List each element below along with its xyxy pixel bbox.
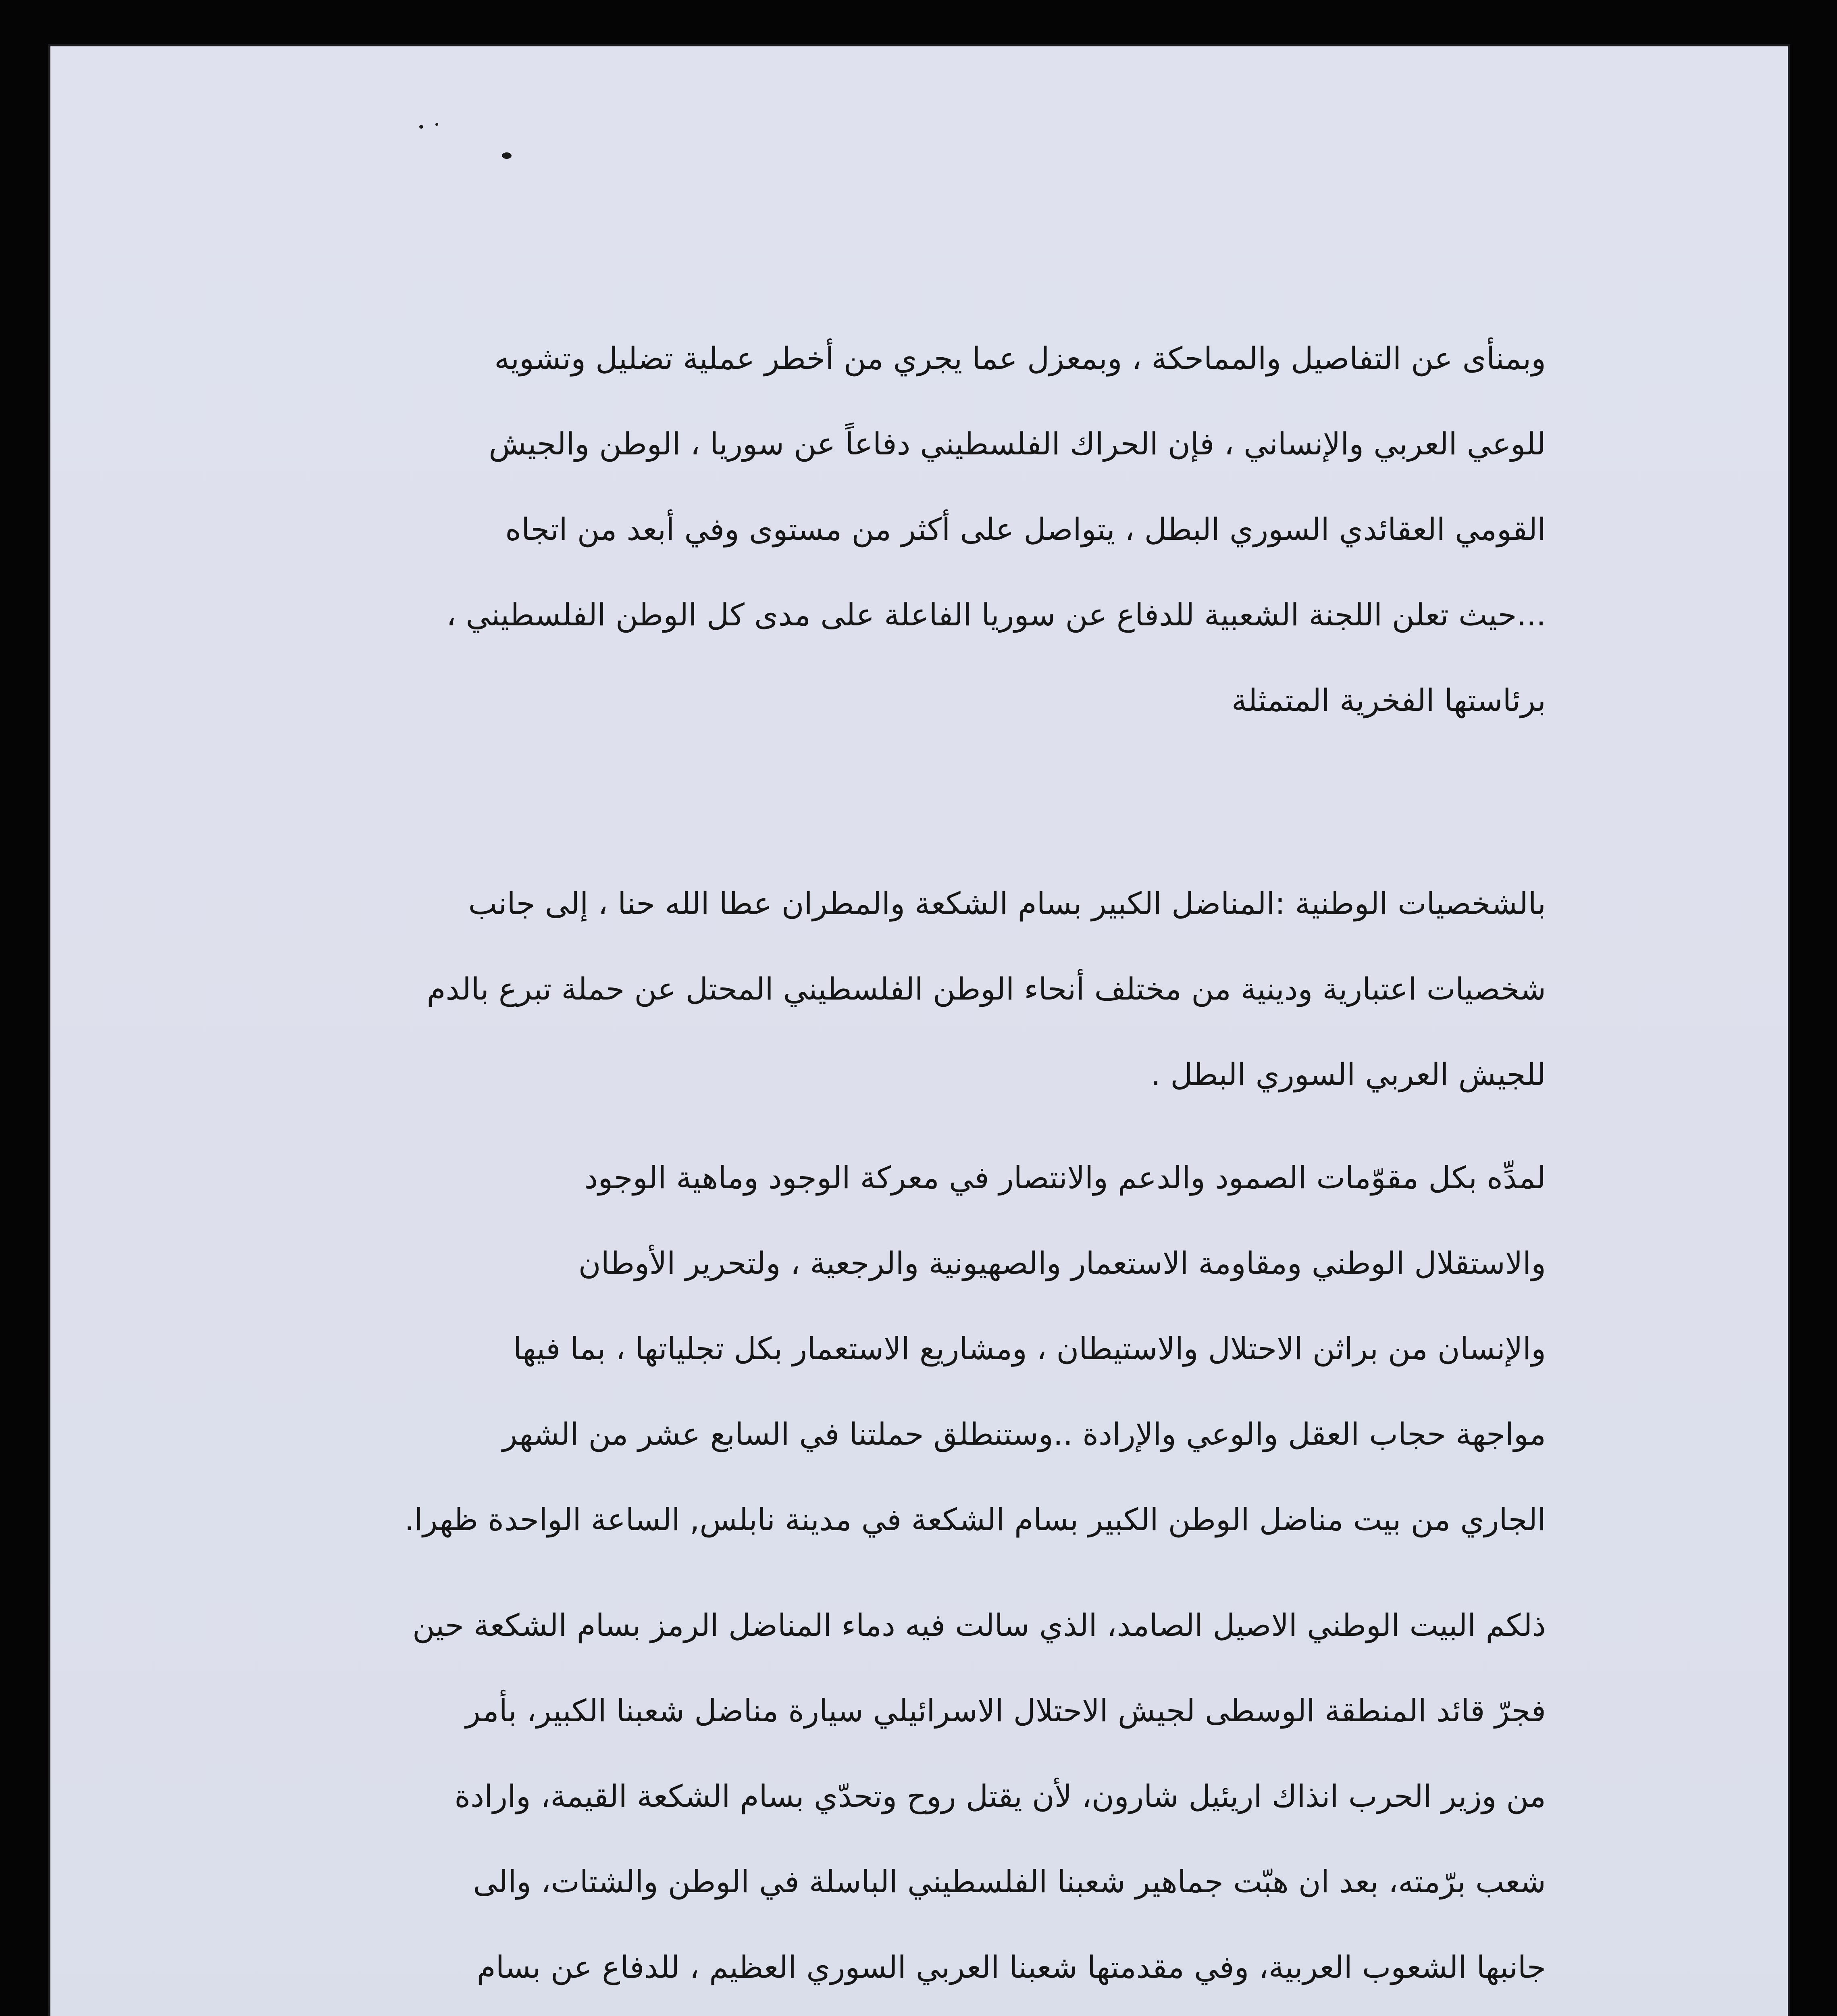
text-line: لمدِّه بكل مقوّمات الصمود والدعم والانتصار في معركة الوجود وماهية الوجود	[584, 1160, 1546, 1195]
text-line: للجيش العربي السوري البطل .	[1151, 1056, 1546, 1092]
text-line: مواجهة حجاب العقل والوعي والإرادة ..وستنطلق حملتنا في السابع عشر من الشهر	[502, 1416, 1546, 1452]
document-page	[50, 46, 1788, 2016]
text-line: والاستقلال الوطني ومقاومة الاستعمار والصهيونية والرجعية ، ولتحرير الأوطان	[578, 1245, 1546, 1281]
paragraph-3	[252, 1135, 1546, 1562]
text-line: برئاستها الفخرية المتمثلة	[1231, 682, 1546, 718]
text-line: شخصيات اعتبارية ودينية من مختلف أنحاء الوطن الفلسطيني المحتل عن حملة تبرع بالدم	[426, 971, 1546, 1007]
text-line: للوعي العربي والإنساني ، فإن الحراك الفلسطيني دفاعاً عن سوريا ، الوطن والجيش	[489, 426, 1546, 462]
text-line: بالشخصيات الوطنية :المناضل الكبير بسام الشكعة والمطران عطا الله حنا ، إلى جانب	[468, 885, 1546, 921]
paragraph-2	[252, 861, 1546, 1117]
paragraph-1	[252, 316, 1546, 743]
text-line: الجاري من بيت مناضل الوطن الكبير بسام الشكعة في مدينة نابلس, الساعة الواحدة ظهرا.	[404, 1502, 1546, 1537]
text-line: من وزير الحرب انذاك اريئيل شارون، لأن يقتل روح وتحدّي بسام الشكعة القيمة، وارادة	[454, 1778, 1546, 1814]
text-line: فجرّ قائد المنطقة الوسطى لجيش الاحتلال الاسرائيلي سيارة مناضل شعبنا الكبير، بأمر	[465, 1693, 1546, 1729]
paragraph-4	[252, 1583, 1546, 2016]
text-line: ...حيث تعلن اللجنة الشعبية للدفاع عن سوريا الفاعلة على مدى كل الوطن الفلسطيني ،	[446, 597, 1546, 633]
text-line: القومي العقائدي السوري البطل ، يتواصل على أكثر من مستوى وفي أبعد من اتجاه	[505, 511, 1546, 547]
text-line	[252, 2010, 1546, 2016]
paper-speck	[435, 123, 438, 126]
text-line: وبمنأى عن التفاصيل والمماحكة ، وبمعزل عما يجري من أخطر عملية تضليل وتشويه	[494, 340, 1546, 376]
text-line: شعب برّمته، بعد ان هبّت جماهير شعبنا الفلسطيني الباسلة في الوطن والشتات، والى	[473, 1864, 1546, 1899]
text-line: ذلكم البيت الوطني الاصيل الصامد، الذي سالت فيه دماء المناضل الرمز بسام الشكعة حين	[412, 1607, 1546, 1643]
paper-speck	[502, 152, 512, 159]
paper-speck	[419, 125, 423, 129]
text-line: والإنسان من براثن الاحتلال والاستيطان ، ومشاريع الاستعمار بكل تجلياتها ، بما فيها	[513, 1331, 1546, 1366]
text-line: جانبها الشعوب العربية، وفي مقدمتها شعبنا العربي السوري العظيم ، للدفاع عن بسام	[476, 1949, 1546, 1985]
